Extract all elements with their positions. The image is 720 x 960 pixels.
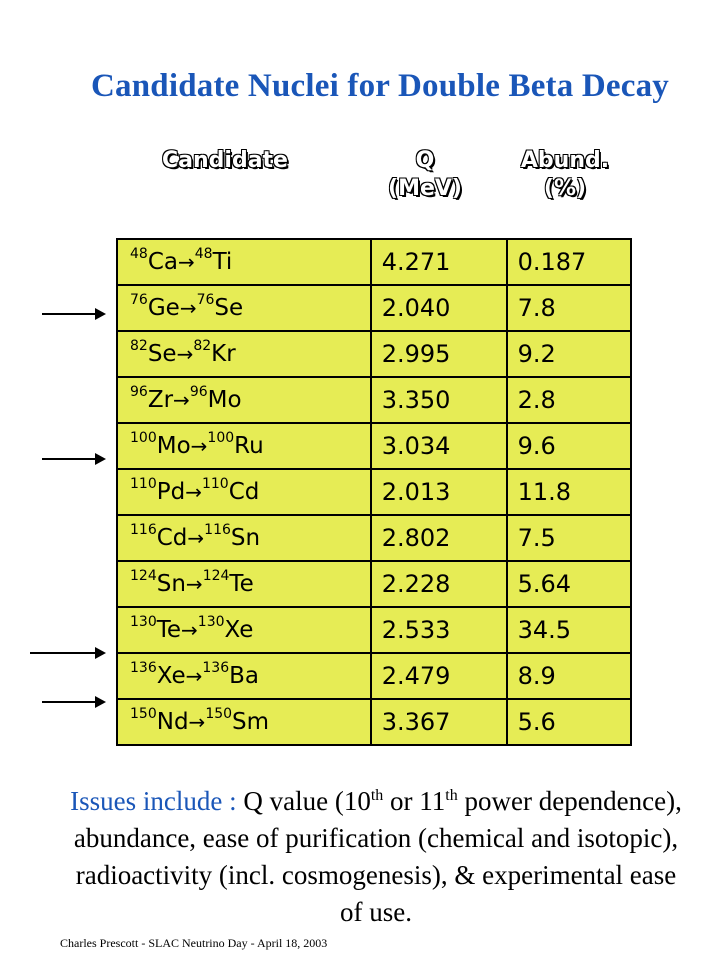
daughter-mass-number: 130 bbox=[197, 614, 225, 631]
row-pointer-arrow-icon bbox=[42, 313, 104, 315]
parent-mass-number: 48 bbox=[130, 246, 148, 263]
parent-mass-number: 76 bbox=[130, 292, 148, 309]
header-abund-label: Abund. bbox=[520, 148, 610, 173]
parent-element: Ca bbox=[147, 249, 178, 275]
table-row bbox=[117, 285, 631, 331]
cell-q-value: 2.479 bbox=[371, 653, 507, 699]
cell-q-value: 2.533 bbox=[371, 607, 507, 653]
table-row bbox=[117, 239, 631, 285]
cell-q-value: 2.013 bbox=[371, 469, 507, 515]
parent-element: Pd bbox=[156, 479, 186, 505]
header-q-label: Q bbox=[415, 148, 435, 173]
daughter-mass-number: 82 bbox=[193, 338, 212, 355]
parent-mass-number: 116 bbox=[130, 522, 157, 539]
cell-q-value: 2.802 bbox=[371, 515, 507, 561]
header-q bbox=[370, 147, 480, 203]
daughter-element: Se bbox=[214, 295, 244, 321]
cell-abundance: 5.6 bbox=[507, 699, 631, 745]
cell-abundance: 5.64 bbox=[507, 561, 631, 607]
decay-arrow-icon: → bbox=[173, 388, 190, 412]
cell-abundance: 8.9 bbox=[507, 653, 631, 699]
cell-abundance: 7.5 bbox=[507, 515, 631, 561]
cell-abundance: 0.187 bbox=[507, 239, 631, 285]
parent-mass-number: 130 bbox=[130, 614, 157, 631]
cell-candidate bbox=[117, 423, 371, 469]
header-candidate bbox=[150, 147, 300, 175]
cell-abundance: 2.8 bbox=[507, 377, 631, 423]
parent-element: Xe bbox=[156, 663, 186, 689]
issues-sup-2: th bbox=[445, 787, 458, 804]
decay-arrow-icon: → bbox=[185, 572, 203, 596]
daughter-mass-number: 116 bbox=[204, 522, 231, 539]
table-row bbox=[117, 699, 631, 745]
parent-mass-number: 96 bbox=[130, 384, 148, 401]
daughter-element: Te bbox=[229, 571, 254, 597]
daughter-mass-number: 76 bbox=[196, 292, 215, 309]
slide-title: Candidate Nuclei for Double Beta Decay bbox=[90, 68, 670, 104]
issues-lead: Issues include : bbox=[70, 786, 237, 816]
decay-arrow-icon: → bbox=[185, 480, 202, 504]
daughter-mass-number: 150 bbox=[205, 706, 233, 723]
decay-arrow-icon: → bbox=[185, 664, 203, 688]
daughter-mass-number: 100 bbox=[207, 430, 235, 447]
header-candidate-label: Candidate bbox=[162, 148, 288, 173]
cell-abundance: 9.2 bbox=[507, 331, 631, 377]
table-row bbox=[117, 561, 631, 607]
cell-candidate bbox=[117, 607, 371, 653]
decay-arrow-icon: → bbox=[179, 296, 197, 320]
parent-element: Cd bbox=[156, 525, 188, 551]
cell-candidate bbox=[117, 653, 371, 699]
header-abund-unit: (%) bbox=[543, 176, 587, 201]
parent-element: Ge bbox=[147, 295, 180, 321]
cell-q-value: 2.995 bbox=[371, 331, 507, 377]
parent-element: Mo bbox=[156, 433, 191, 459]
row-pointer-arrow-icon bbox=[30, 652, 104, 654]
decay-arrow-icon: → bbox=[176, 342, 194, 366]
decay-arrow-icon: → bbox=[187, 526, 205, 550]
daughter-mass-number: 124 bbox=[202, 568, 230, 585]
header-abund bbox=[505, 147, 625, 203]
parent-element: Zr bbox=[147, 387, 174, 413]
daughter-element: Mo bbox=[207, 387, 242, 413]
cell-q-value: 2.040 bbox=[371, 285, 507, 331]
parent-mass-number: 136 bbox=[130, 660, 157, 677]
cell-q-value: 4.271 bbox=[371, 239, 507, 285]
decay-arrow-icon: → bbox=[190, 434, 208, 458]
parent-mass-number: 124 bbox=[130, 568, 157, 585]
daughter-mass-number: 96 bbox=[189, 384, 208, 401]
table-row bbox=[117, 607, 631, 653]
cell-candidate bbox=[117, 239, 371, 285]
daughter-element: Cd bbox=[228, 479, 260, 505]
daughter-element: Ru bbox=[234, 433, 264, 459]
cell-candidate bbox=[117, 377, 371, 423]
candidate-table bbox=[116, 238, 632, 746]
table-row bbox=[117, 331, 631, 377]
daughter-element: Ba bbox=[229, 663, 259, 689]
parent-element: Se bbox=[147, 341, 177, 367]
issues-text bbox=[70, 783, 682, 931]
table-row bbox=[117, 653, 631, 699]
cell-candidate bbox=[117, 331, 371, 377]
parent-element: Sn bbox=[156, 571, 186, 597]
footer-credit: Charles Prescott - SLAC Neutrino Day - April 18, 2003 bbox=[60, 936, 328, 950]
cell-candidate bbox=[117, 285, 371, 331]
issues-part-1: Q value (10 bbox=[236, 786, 371, 816]
decay-arrow-icon: → bbox=[181, 618, 198, 642]
table-row bbox=[117, 377, 631, 423]
cell-abundance: 34.5 bbox=[507, 607, 631, 653]
issues-part-3: power dependence), abundance, ease of purification (chemical and isotopic), radioactivity (incl. cosmogenesis), & experimental ease of use. bbox=[73, 786, 682, 927]
daughter-mass-number: 110 bbox=[201, 476, 229, 493]
issues-sup-1: th bbox=[370, 787, 384, 804]
daughter-mass-number: 48 bbox=[194, 246, 213, 263]
decay-arrow-icon: → bbox=[177, 250, 195, 274]
daughter-element: Ti bbox=[212, 249, 233, 275]
daughter-element: Xe bbox=[224, 617, 254, 643]
cell-q-value: 3.367 bbox=[371, 699, 507, 745]
parent-element: Nd bbox=[156, 709, 189, 735]
daughter-mass-number: 136 bbox=[202, 660, 230, 677]
cell-abundance: 7.8 bbox=[507, 285, 631, 331]
parent-mass-number: 82 bbox=[130, 338, 148, 355]
daughter-element: Sn bbox=[230, 525, 261, 551]
header-q-unit: (MeV) bbox=[388, 176, 462, 201]
daughter-element: Sm bbox=[232, 709, 270, 735]
parent-mass-number: 150 bbox=[130, 706, 157, 723]
cell-q-value: 2.228 bbox=[371, 561, 507, 607]
table-row bbox=[117, 423, 631, 469]
table-row bbox=[117, 515, 631, 561]
parent-mass-number: 110 bbox=[130, 476, 157, 493]
cell-abundance: 9.6 bbox=[507, 423, 631, 469]
parent-element: Te bbox=[156, 617, 182, 643]
row-pointer-arrow-icon bbox=[42, 458, 104, 460]
cell-q-value: 3.350 bbox=[371, 377, 507, 423]
parent-mass-number: 100 bbox=[130, 430, 157, 447]
cell-candidate bbox=[117, 469, 371, 515]
cell-candidate bbox=[117, 561, 371, 607]
cell-q-value: 3.034 bbox=[371, 423, 507, 469]
cell-abundance: 11.8 bbox=[507, 469, 631, 515]
decay-arrow-icon: → bbox=[188, 710, 206, 734]
daughter-element: Kr bbox=[211, 341, 236, 367]
cell-candidate bbox=[117, 699, 371, 745]
table-row bbox=[117, 469, 631, 515]
row-pointer-arrow-icon bbox=[42, 701, 104, 703]
issues-part-2: or 11 bbox=[383, 786, 446, 816]
cell-candidate bbox=[117, 515, 371, 561]
